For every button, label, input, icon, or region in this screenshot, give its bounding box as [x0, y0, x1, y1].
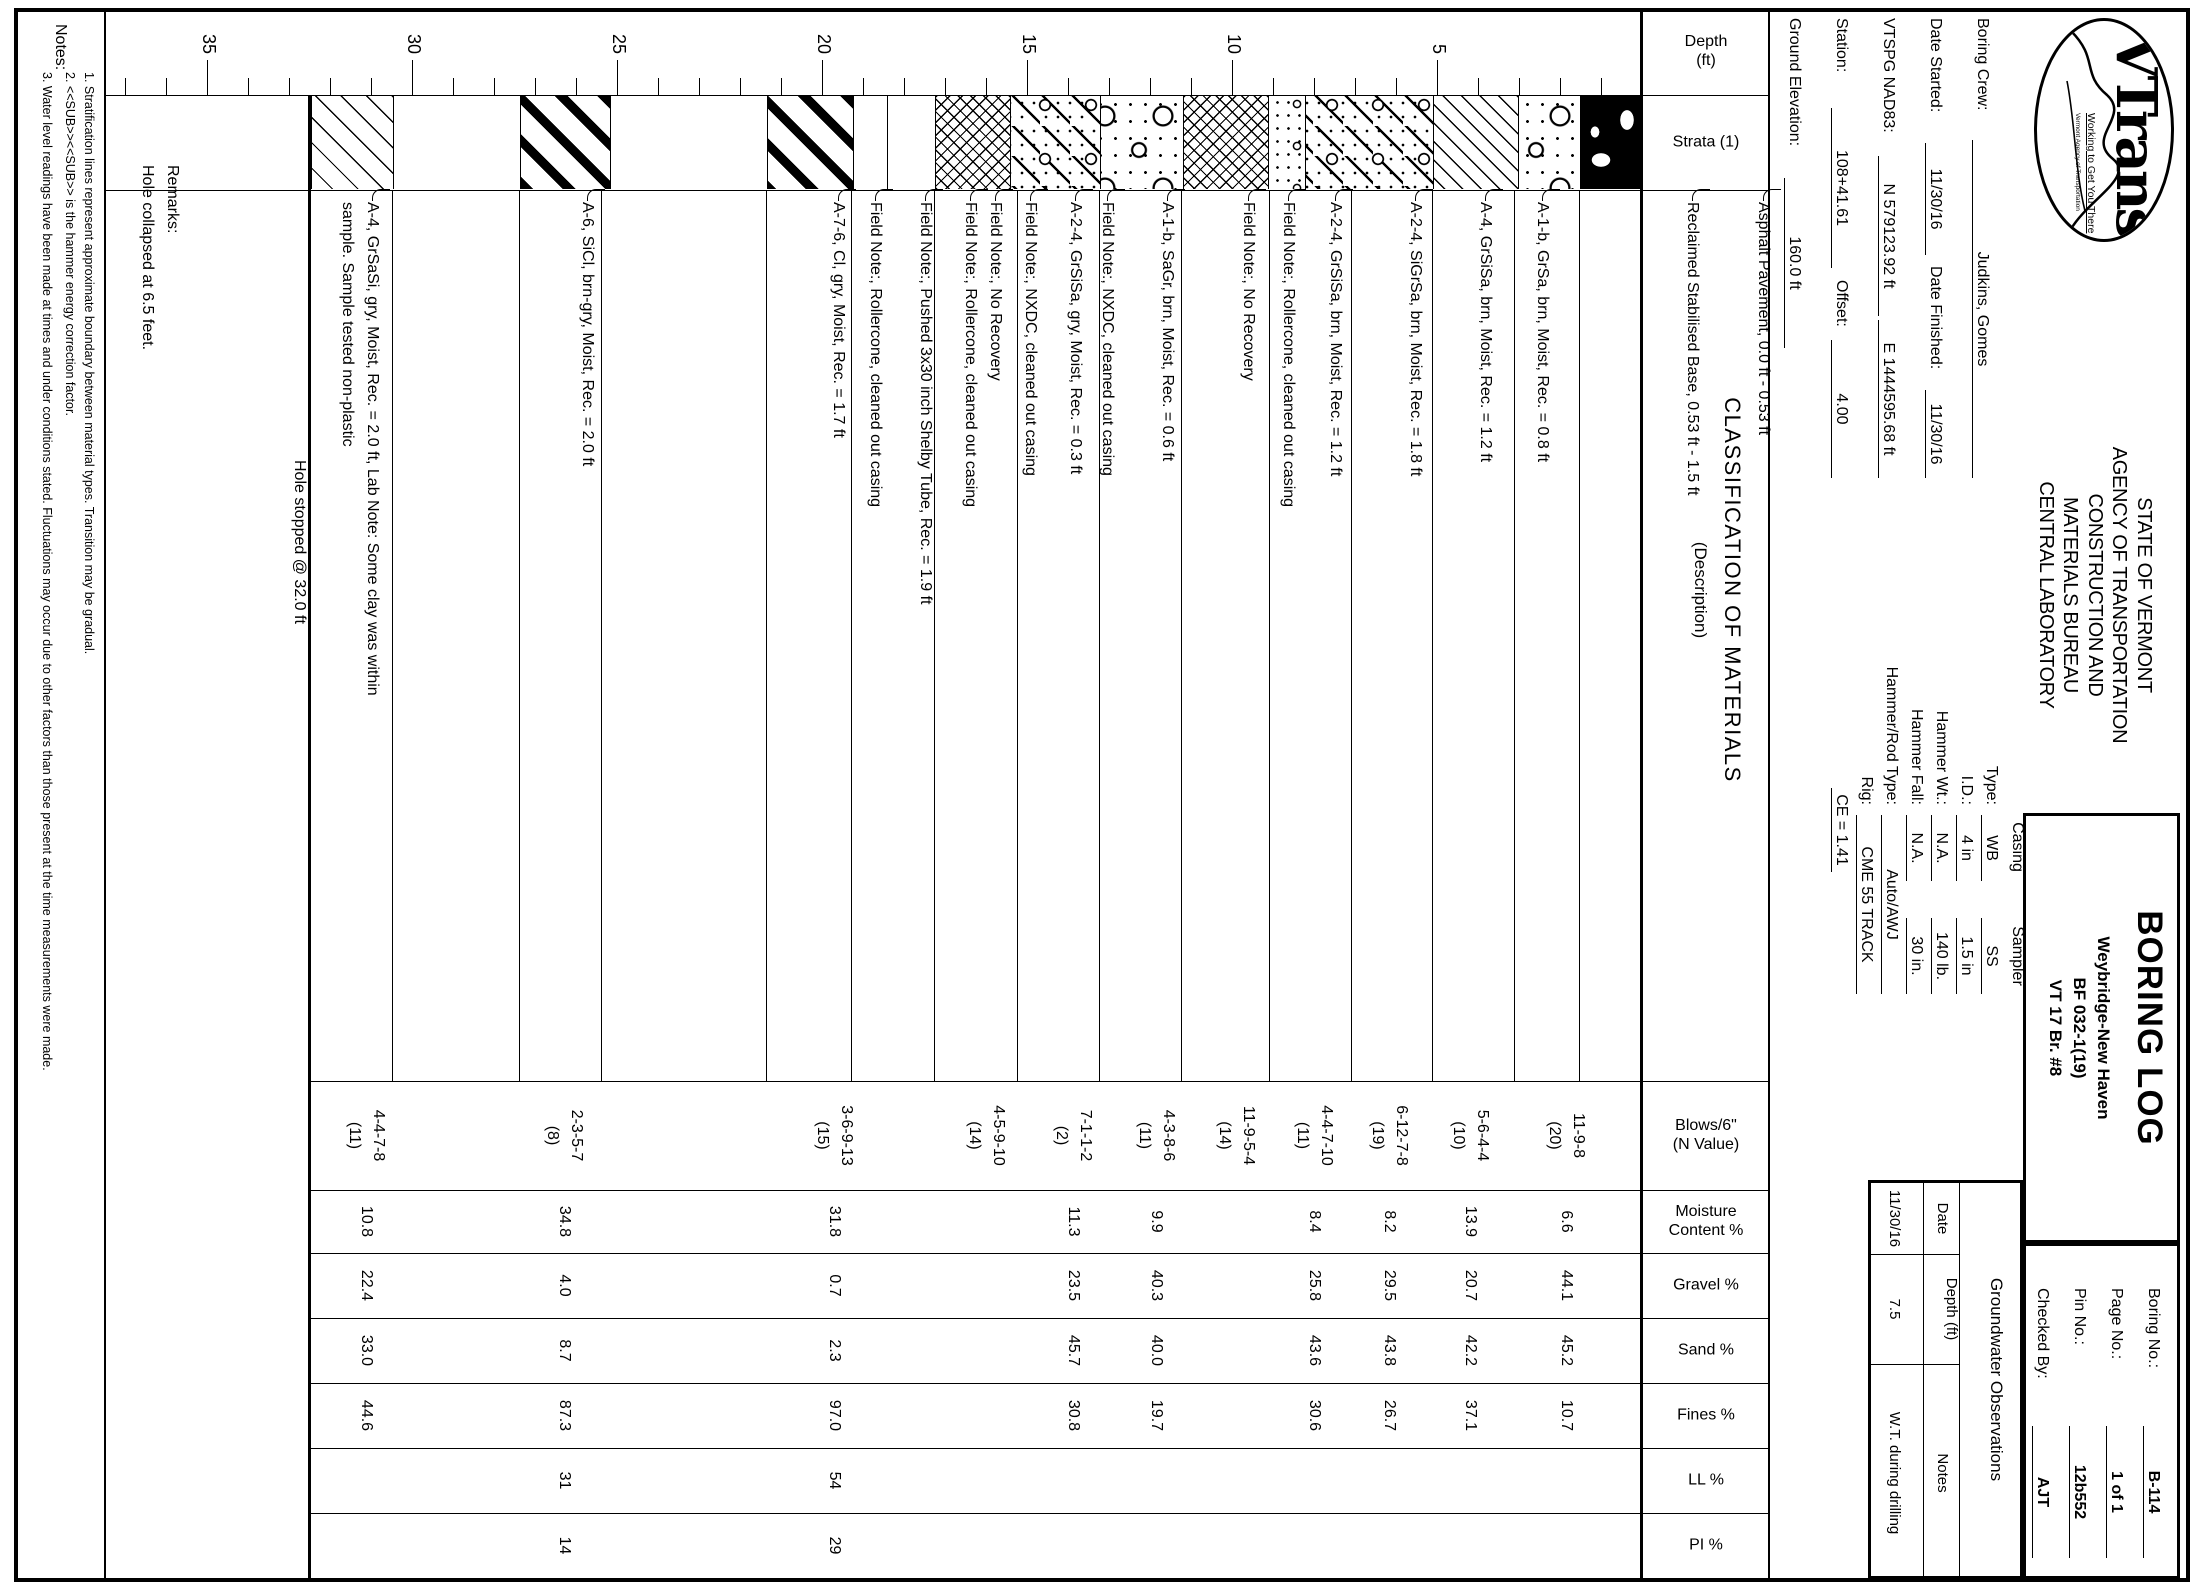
sample-divider — [1351, 190, 1352, 1081]
classification-entry-8: A-1-b, SaGr, brn, Moist, Rec. = 0.6 ft — [1159, 202, 1176, 462]
depth-tick — [453, 78, 454, 95]
remarks-label: Remarks: — [164, 165, 181, 234]
depth-tick — [1478, 78, 1479, 95]
depth-tick — [535, 78, 536, 95]
date-started-label: Date Started: — [1927, 18, 1944, 113]
depth-tick — [371, 78, 372, 95]
blows-value-0: 11-9-8 — [1570, 1112, 1587, 1159]
gravel-value-2: 29.5 — [1381, 1269, 1398, 1302]
blows-value-9: 2-3-5-7 — [568, 1109, 585, 1162]
classification-entry-7: Field Note:, No Recovery — [1240, 202, 1257, 381]
nvalue-7: (14) — [966, 1121, 983, 1150]
classification-entry-1: Reclaimed Stabilised Base, 0.53 ft - 1.5 ft — [1684, 202, 1701, 496]
depth-label-35: 35 — [199, 33, 219, 54]
label-line: Strata (1) — [1672, 133, 1740, 151]
nvalue-5: (11) — [1136, 1121, 1153, 1150]
sand-col-header — [1678, 1341, 1734, 1360]
gravel-value-1: 20.7 — [1462, 1269, 1479, 1302]
depth-tick — [248, 78, 249, 95]
depth-col-header — [1685, 32, 1728, 70]
moisture-value-1: 13.9 — [1462, 1205, 1479, 1238]
data-col-border — [311, 1578, 1770, 1579]
date-finished-label: Date Finished: — [1927, 266, 1944, 370]
depth-tick — [986, 78, 987, 95]
sand-value-8: 2.3 — [826, 1339, 843, 1362]
gw-date: 11/30/16 — [1886, 1189, 1903, 1248]
strata-layer-gravelly-silty-sand — [935, 96, 1010, 189]
gravel-value-6: 23.5 — [1065, 1269, 1082, 1302]
gravel-value-8: 0.7 — [826, 1274, 843, 1297]
depth-tick — [1601, 78, 1602, 95]
info-row-1 — [2098, 1246, 2132, 1576]
depth-tick-major — [822, 60, 823, 95]
classification-entry-17: A-6, SiCl, brn-gry, Moist, Rec. = 2.0 ft — [579, 202, 596, 467]
data-col-border — [311, 1383, 1770, 1384]
depth-tick — [1314, 78, 1315, 95]
nvalue-6: (2) — [1053, 1125, 1070, 1146]
sampler-col-header: Sampler — [2009, 926, 2026, 986]
depth-label-10: 10 — [1224, 33, 1244, 54]
casing-col-header: Casing — [2009, 822, 2026, 872]
classification-entry-9: Field Note:, NXDC, cleaned out casing — [1099, 202, 1116, 476]
remarks-text: Hole collapsed at 6.5 feet. — [139, 165, 156, 351]
pi-col-header — [1689, 1536, 1723, 1555]
depth-label-5: 5 — [1429, 43, 1449, 54]
sampler-value-3: 30 in. — [1906, 918, 1926, 994]
depth-tick — [863, 78, 864, 95]
classification-entry-3: A-4, GrSiSa, brn, Moist, Rec. = 1.2 ft — [1477, 202, 1494, 463]
depth-tick — [699, 78, 700, 95]
ll-col-header — [1688, 1471, 1724, 1490]
strata-layer-no-pattern — [393, 96, 520, 189]
casing-value-0: WB — [1981, 815, 2001, 881]
header-fields-block — [1780, 18, 2010, 478]
nvalue-1: (10) — [1450, 1121, 1467, 1150]
project-name-block — [2043, 816, 2115, 1240]
strata-layer-silty-gravelly-sand — [1268, 96, 1305, 189]
depth-label-15: 15 — [1019, 33, 1039, 54]
classification-entry-11: Field Note:, NXDC, cleaned out casing — [1022, 202, 1039, 476]
sample-divider — [766, 190, 767, 1081]
hole-bottom-line — [308, 95, 311, 1578]
nvalue-10: (11) — [346, 1121, 363, 1150]
ground-elevation-label: Ground Elevation: — [1786, 18, 1803, 147]
strata-layer-clay — [767, 96, 853, 189]
depth-tick-major — [412, 60, 413, 95]
label-line: Moisture — [1675, 1203, 1737, 1220]
fines-value-9: 87.3 — [556, 1399, 573, 1432]
label-line: Gravel % — [1673, 1276, 1739, 1294]
sand-value-9: 8.7 — [556, 1339, 573, 1362]
sample-divider — [392, 190, 393, 1081]
strata-layer-sandy-gravel — [1100, 96, 1183, 189]
vtspg-label: VTSPG NAD83: — [1880, 18, 1897, 133]
sample-divider — [1579, 190, 1580, 1081]
gravel-col-header — [1673, 1276, 1739, 1295]
label-line: (N Value) — [1672, 1136, 1740, 1153]
boring-crew-value: Judkins, Gomes — [1972, 140, 1992, 478]
strata-layer-no-pattern — [610, 96, 767, 189]
strata-layer-gravelly-sand — [1433, 96, 1518, 189]
nvalue-9: (8) — [544, 1125, 561, 1146]
sample-divider — [1432, 190, 1433, 1081]
info-value: AJT — [2032, 1426, 2052, 1558]
depth-tick-major — [1642, 60, 1643, 95]
moisture-value-0: 6.6 — [1558, 1210, 1575, 1233]
fines-value-10: 44.6 — [358, 1399, 375, 1432]
label-line: PI % — [1689, 1536, 1723, 1554]
moisture-value-2: 8.2 — [1381, 1210, 1398, 1233]
casing-row-label-1: I.D.: — [1958, 775, 1975, 805]
agency-line-3: MATERIALS BUREAU — [2059, 497, 2082, 693]
note-item-3: 3. Water level readings have been made at times and under conditions stated. Fluctuations may occur due to other factors than those present at the time measurements were made. — [40, 72, 54, 1071]
note-item-1: 1. Stratification lines represent approximate boundary between material types. Transition may be gradual. — [82, 72, 96, 655]
blows-value-8: 3-6-9-13 — [838, 1105, 855, 1166]
nvalue-4: (14) — [1216, 1121, 1233, 1150]
depth-tick — [1150, 78, 1151, 95]
sand-value-1: 42.2 — [1462, 1334, 1479, 1367]
offset-label: Offset: — [1833, 280, 1850, 327]
fines-value-5: 19.7 — [1148, 1399, 1165, 1432]
blows-col-header — [1673, 1116, 1739, 1154]
strata-layer-no-pattern — [853, 96, 887, 189]
gw-header-depth: Depth (ft) — [1943, 1277, 1960, 1341]
sand-value-6: 45.7 — [1065, 1334, 1082, 1367]
agency-line-1: AGENCY OF TRANSPORTATION — [2108, 446, 2131, 744]
blows-value-5: 4-3-8-6 — [1160, 1109, 1177, 1162]
data-col-border — [311, 1190, 1770, 1191]
fines-value-1: 37.1 — [1462, 1399, 1479, 1432]
northing-value: N 579123.92 ft — [1878, 156, 1898, 316]
classification-entry-12: Field Note:, No Recovery — [987, 202, 1004, 381]
depth-tick-major — [617, 60, 618, 95]
depth-tick — [740, 78, 741, 95]
label-line: LL % — [1688, 1471, 1724, 1489]
hammer-span-value-0: Auto/AWJ — [1881, 815, 1901, 994]
blows-value-3: 4-4-7-10 — [1318, 1105, 1335, 1166]
depth-tick — [125, 78, 126, 95]
notes-label: Notes: — [52, 24, 69, 71]
moisture-value-6: 11.3 — [1065, 1206, 1082, 1237]
classification-entry-15: Field Note:, Rollercone, cleaned out casing — [867, 202, 884, 508]
fines-value-2: 26.7 — [1381, 1399, 1398, 1432]
classification-entry-4: A-2-4, SiGrSa, brn, Moist, Rec. = 1.8 ft — [1407, 202, 1424, 477]
classification-entry-6: Field Note:, Rollercone, cleaned out casing — [1280, 202, 1297, 508]
strata-layer-silty-clay — [520, 96, 610, 189]
classification-entry-2: A-1-b, GrSa, brn, Moist, Rec. = 0.8 ft — [1534, 202, 1551, 463]
ll-value-8: 54 — [826, 1471, 843, 1490]
gravel-value-3: 25.8 — [1306, 1269, 1323, 1302]
gw-header-date: Date — [1934, 1202, 1951, 1235]
vtrans-wordmark: VTrans — [2103, 35, 2169, 237]
depth-label-30: 30 — [404, 33, 424, 54]
label-line: Sand % — [1677, 1341, 1735, 1359]
moisture-value-10: 10.8 — [358, 1205, 375, 1238]
info-row-2 — [2061, 1246, 2095, 1576]
nvalue-8: (15) — [814, 1121, 831, 1150]
ground-elevation-value: 160.0 ft — [1784, 178, 1804, 348]
info-value: B-114 — [2143, 1426, 2163, 1558]
agency-line-2: CONSTRUCTION AND — [2084, 493, 2106, 697]
depth-tick — [1068, 78, 1069, 95]
project-line-0: Weybridge-New Haven — [2094, 936, 2113, 1120]
sand-value-5: 40.0 — [1148, 1334, 1165, 1367]
depth-tick — [1109, 78, 1110, 95]
groundwater-title: Groundwater Observations — [1987, 1277, 2006, 1482]
blows-value-2: 6-12-7-8 — [1393, 1105, 1410, 1166]
info-label: Checked By: — [2034, 1288, 2051, 1379]
depth-tick — [1273, 78, 1274, 95]
depth-tick — [1560, 78, 1561, 95]
casing-value-2: N.A. — [1931, 815, 1951, 881]
sample-divider — [519, 190, 520, 1081]
station-value: 108+41.61 — [1831, 108, 1851, 268]
project-line-2: VT 17 Br. #8 — [2046, 979, 2065, 1077]
depth-tick — [1355, 78, 1356, 95]
strata-col-header — [1673, 133, 1740, 152]
strata-layer-reclaimed-stabilised-base — [1518, 96, 1580, 189]
fines-value-6: 30.8 — [1065, 1399, 1082, 1432]
depth-tick — [576, 78, 577, 95]
casing-row-label-3: Hammer Fall: — [1908, 708, 1925, 805]
ce-value: CE = 1.41 — [1831, 788, 1851, 872]
agency-line-0: STATE OF VERMONT — [2133, 497, 2155, 693]
casing-value-1: 4 in — [1956, 815, 1976, 881]
nvalue-0: (20) — [1546, 1121, 1563, 1150]
fines-value-3: 30.6 — [1306, 1399, 1323, 1432]
info-row-0 — [2135, 1246, 2169, 1576]
sample-divider — [851, 190, 852, 1081]
label-line: (ft) — [1696, 52, 1716, 69]
fines-col-header — [1677, 1406, 1735, 1425]
pi-value-9: 14 — [556, 1536, 573, 1555]
vtrans-logo — [2034, 18, 2174, 242]
sand-value-2: 43.8 — [1381, 1334, 1398, 1367]
date-finished-value: 11/30/16 — [1925, 390, 1945, 478]
info-label: Page No.: — [2108, 1288, 2125, 1360]
sample-divider — [934, 190, 935, 1081]
sampler-value-2: 140 lb. — [1931, 918, 1951, 994]
depth-tick — [781, 78, 782, 95]
info-label: Pin No.: — [2071, 1288, 2088, 1345]
notes-block — [39, 72, 100, 1572]
sand-value-3: 43.6 — [1306, 1334, 1323, 1367]
sampler-value-0: SS — [1981, 918, 2001, 994]
station-label: Station: — [1833, 18, 1850, 73]
hole-stopped-note: Hole stopped @ 32.0 ft — [291, 460, 308, 624]
offset-value: 4.00 — [1831, 340, 1851, 478]
casing-sampler-block — [1835, 550, 2035, 1020]
data-col-border — [311, 1448, 1770, 1449]
moisture-value-8: 31.8 — [826, 1205, 843, 1238]
moisture-value-3: 8.4 — [1306, 1210, 1323, 1233]
depth-tick — [945, 78, 946, 95]
sample-divider — [1514, 190, 1515, 1081]
vtrans-subtitle: Vermont Agency of Transportation — [2074, 113, 2081, 211]
data-col-border — [311, 1513, 1770, 1514]
sample-divider — [1269, 190, 1270, 1081]
agency-line-4: CENTRAL LABORATORY — [2035, 481, 2057, 709]
sampler-value-1: 1.5 in — [1956, 918, 1976, 994]
classification-entry-13: Field Note:, Rollercone, cleaned out casing — [962, 202, 979, 508]
gw-notes: W.T. during drilling — [1886, 1411, 1903, 1535]
depth-tick-major — [1027, 60, 1028, 95]
vtrans-tagline: Working to Get You There — [2085, 113, 2097, 234]
moisture-value-9: 34.8 — [556, 1205, 573, 1238]
strata-layer-asphalt-pavement — [1580, 96, 1643, 189]
moisture-value-5: 9.9 — [1148, 1210, 1165, 1233]
header-band-border — [1640, 11, 1643, 1579]
nvalue-2: (19) — [1369, 1121, 1386, 1150]
strata-layer-gravelly-sandy-silt — [311, 96, 393, 189]
blows-value-10: 4-4-7-8 — [370, 1109, 387, 1162]
label-line: Content % — [1668, 1222, 1744, 1239]
groundwater-box — [1868, 1180, 2023, 1579]
gravel-value-5: 40.3 — [1148, 1269, 1165, 1302]
depth-tick — [1396, 78, 1397, 95]
casing-value-3: N.A. — [1906, 815, 1926, 881]
classification-entry-18: A-4, GrSaSi, gry, Moist, Rec. = 2.0 ft, Lab Note: Some clay was within — [364, 202, 381, 696]
classification-entry-10: A-2-4, GrSiSa, gry, Moist, Rec. = 0.3 ft — [1067, 202, 1084, 475]
depth-tick — [289, 78, 290, 95]
project-line-1: BF 032-1(19) — [2070, 977, 2089, 1079]
ll-value-9: 31 — [556, 1471, 573, 1490]
depth-label-20: 20 — [814, 33, 834, 54]
depth-tick-major — [207, 60, 208, 95]
sand-value-10: 33.0 — [358, 1334, 375, 1367]
nvalue-3: (11) — [1294, 1121, 1311, 1150]
hammer-span-label-1: Rig: — [1858, 776, 1875, 805]
note-item-2: 2. <<SUB>><<SUB>> is the hammer energy correction factor. — [63, 72, 77, 416]
gravel-value-10: 22.4 — [358, 1269, 375, 1302]
boring-info-box — [2023, 1243, 2180, 1579]
boring-crew-label: Boring Crew: — [1974, 18, 1991, 111]
hammer-span-value-1: CME 55 TRACK — [1856, 815, 1876, 994]
blows-value-7: 4-5-9-10 — [990, 1105, 1007, 1166]
depth-tick — [904, 78, 905, 95]
classification-entry-16: A-7-6, Cl, gry, Moist, Rec. = 1.7 ft — [830, 202, 847, 438]
classification-entry-0: Asphalt Pavement, 0.0 ft - 0.53 ft — [1755, 202, 1772, 436]
blows-value-6: 7-1-1-2 — [1077, 1109, 1094, 1162]
sample-divider — [1017, 190, 1018, 1081]
strata-layer-gravelly-silty-sand — [1305, 96, 1433, 189]
data-col-border — [311, 1253, 1770, 1254]
moisture-col-header — [1669, 1202, 1744, 1240]
classification-entry-5: A-2-4, GrSiSa, brn, Moist, Rec. = 1.2 ft — [1327, 202, 1344, 477]
strata-layer-gravelly-silty-sand — [1183, 96, 1268, 189]
fines-value-8: 97.0 — [826, 1399, 843, 1432]
agency-text-block — [2034, 430, 2157, 760]
form-title: BORING LOG — [2130, 910, 2169, 1146]
data-col-border — [311, 1318, 1770, 1319]
depth-tick-major — [1232, 60, 1233, 95]
casing-row-label-0: Type: — [1983, 765, 2000, 805]
date-started-value: 11/30/16 — [1925, 143, 1945, 255]
info-value: 12b552 — [2069, 1426, 2089, 1558]
blows-value-1: 5-6-4-4 — [1474, 1109, 1491, 1162]
sample-divider — [1181, 190, 1182, 1081]
label-line: Blows/6" — [1675, 1117, 1737, 1134]
depth-label-25: 25 — [609, 33, 629, 54]
depth-tick-major — [1437, 60, 1438, 95]
boring-log-title-box — [2023, 813, 2180, 1243]
gravel-value-0: 44.1 — [1558, 1269, 1575, 1302]
strata-layer-gravelly-silty-sand-gray — [1010, 96, 1100, 189]
depth-tick — [1191, 78, 1192, 95]
info-label: Boring No.: — [2145, 1288, 2162, 1369]
strata-layer-no-pattern — [887, 96, 935, 189]
sand-value-0: 45.2 — [1558, 1334, 1575, 1367]
label-line: Depth — [1684, 33, 1728, 50]
info-row-3 — [2024, 1246, 2058, 1576]
depth-tick — [166, 78, 167, 95]
easting-value: E 1444595.68 ft — [1878, 320, 1898, 478]
classification-entry-19: sample. Sample tested non-plastic — [339, 202, 356, 447]
classification-header: CLASSIFICATION OF MATERIALS (Description) — [1691, 397, 1745, 783]
gravel-value-9: 4.0 — [556, 1274, 573, 1297]
classification-entry-14: Field Note:, Pushed 3x30 inch Shelby Tube, Rec. = 1.9 ft — [917, 202, 934, 605]
blows-value-4: 11-9-5-4 — [1240, 1105, 1257, 1166]
info-value: 1 of 1 — [2106, 1426, 2126, 1558]
hammer-span-label-0: Hammer/Rod Type: — [1883, 666, 1900, 805]
pi-value-8: 29 — [826, 1536, 843, 1555]
casing-row-label-2: Hammer Wt.: — [1933, 710, 1950, 805]
depth-tick — [658, 78, 659, 95]
gw-depth: 7.5 — [1886, 1298, 1903, 1320]
depth-tick — [494, 78, 495, 95]
fines-value-0: 10.7 — [1558, 1399, 1575, 1432]
sample-divider — [601, 190, 602, 1081]
depth-tick — [330, 78, 331, 95]
label-line: Fines % — [1677, 1406, 1735, 1424]
gw-header-notes: Notes — [1934, 1453, 1951, 1493]
depth-tick — [1519, 78, 1520, 95]
